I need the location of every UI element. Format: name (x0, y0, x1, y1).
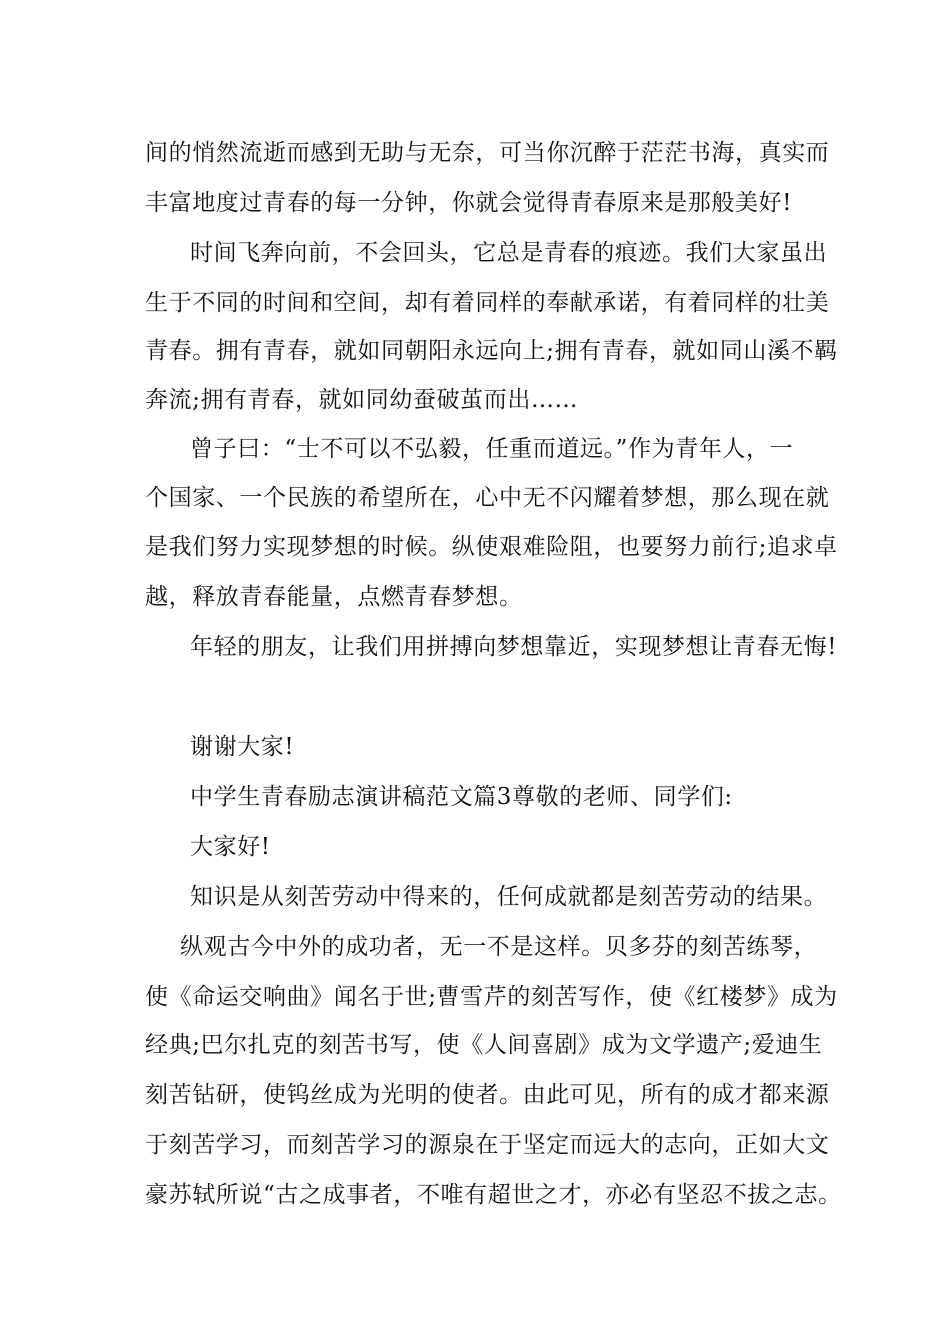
paragraph-line: 大家好! (190, 834, 271, 860)
paragraph-line: 年轻的朋友，让我们用拼搏向梦想靠近，实现梦想让青春无悔! (190, 634, 838, 660)
paragraph-line: 时间飞奔向前，不会回头，它总是青春的痕迹。我们大家虽出 (190, 240, 828, 266)
paragraph-line: 豪苏轼所说“古之成事者，不唯有超世之才，亦必有坚忍不拔之志。 (145, 1182, 842, 1208)
paragraph-line: 个国家、一个民族的希望所在，心中无不闪耀着梦想，那么现在就 (145, 485, 830, 511)
paragraph-line: 纵观古今中外的成功者，无一不是这样。贝多芬的刻苦练琴， (180, 934, 818, 960)
paragraph-line: 曾子曰：“士不可以不弘毅，任重而道远。”作为青年人，一 (190, 436, 794, 462)
paragraph-line: 中学生青春励志演讲稿范文篇3尊敬的老师、同学们: (190, 784, 733, 810)
paragraph-line: 丰富地度过青春的每一分钟，你就会觉得青春原来是那般美好! (145, 190, 793, 216)
paragraph-line: 青春。拥有青春，就如同朝阳永远向上;拥有青春，就如同山溪不羁 (145, 338, 838, 364)
paragraph-line: 生于不同的时间和空间，却有着同样的奉献承诺，有着同样的壮美 (145, 290, 830, 316)
paragraph-line: 知识是从刻苦劳动中得来的，任何成就都是刻苦劳动的结果。 (190, 884, 828, 910)
paragraph-line: 谢谢大家! (190, 734, 295, 760)
paragraph-line: 奔流;拥有青春，就如同幼蚕破茧而出…… (145, 387, 579, 413)
paragraph-line: 间的悄然流逝而感到无助与无奈，可当你沉醉于茫茫书海，真实而 (145, 140, 830, 166)
paragraph-line: 越，释放青春能量，点燃青春梦想。 (145, 584, 523, 610)
paragraph-line: 于刻苦学习，而刻苦学习的源泉在于坚定而远大的志向，正如大文 (145, 1132, 830, 1158)
paragraph-line: 经典;巴尔扎克的刻苦书写，使《人间喜剧》成为文学遗产;爱迪生 (145, 1032, 823, 1058)
paragraph-line: 刻苦钻研，使钨丝成为光明的使者。由此可见，所有的成才都来源 (145, 1082, 830, 1108)
paragraph-line: 是我们努力实现梦想的时候。纵使艰难险阻，也要努力前行;追求卓 (145, 534, 838, 560)
paragraph-line: 使《命运交响曲》闻名于世;曹雪芹的刻苦写作，使《红楼梦》成为 (145, 984, 838, 1010)
